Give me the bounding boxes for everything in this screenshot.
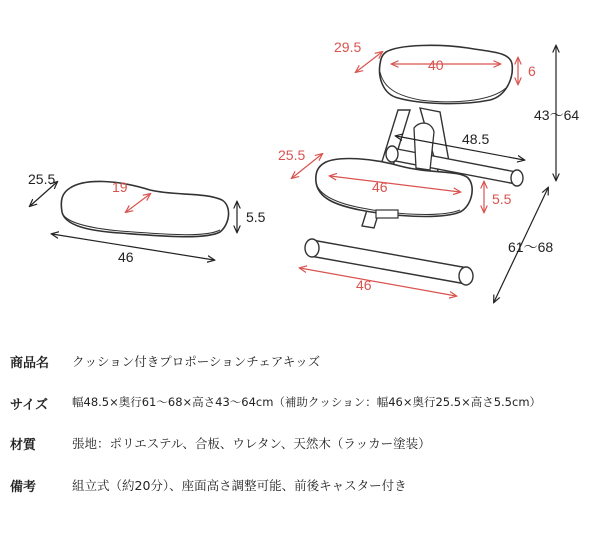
seat-thickness-label: 5.5 xyxy=(492,191,512,207)
cushion-height-label: 5.5 xyxy=(246,209,266,225)
spec-row-material xyxy=(0,434,600,458)
kneeling-chair-drawing xyxy=(305,45,523,285)
spec-row-name xyxy=(0,352,600,376)
spec-row-size xyxy=(0,394,600,418)
spec-row-notes xyxy=(0,476,600,500)
back-depth-arrow xyxy=(356,52,382,72)
auxiliary-cushion-drawing xyxy=(61,181,228,236)
cushion-depth-label: 25.5 xyxy=(28,171,56,187)
cushion-width-label: 46 xyxy=(118,249,134,265)
total-depth-label: 61〜68 xyxy=(508,239,554,255)
cushion-inner-label: 19 xyxy=(112,179,128,195)
back-width-label: 40 xyxy=(428,57,444,73)
back-thickness-label: 6 xyxy=(528,63,536,79)
spec-label: 備考 xyxy=(10,480,37,495)
base-width-label: 46 xyxy=(356,277,372,293)
seat-depth-label: 25.5 xyxy=(278,147,306,163)
seat-width-label: 46 xyxy=(372,179,388,195)
spec-value: 幅48.5×奥行61〜68×高さ43〜64cm（補助クッション：幅46×奥行25.5×高さ5.5cm） xyxy=(72,395,542,409)
spec-value: クッション付きプロポーションチェアキッズ xyxy=(72,354,321,369)
total-width-label: 48.5 xyxy=(462,131,490,147)
spec-label: 材質 xyxy=(10,438,37,453)
spec-value: 張地：ポリエステル、合板、ウレタン、天然木（ラッカー塗装） xyxy=(72,436,431,451)
total-height-label: 43〜64 xyxy=(534,107,580,123)
spec-label: サイズ xyxy=(10,398,48,413)
back-depth-label: 29.5 xyxy=(334,39,362,55)
spec-value: 組立式（約20分）、座面高さ調整可能、前後キャスター付き xyxy=(72,478,407,493)
spec-label: 商品名 xyxy=(10,356,50,371)
